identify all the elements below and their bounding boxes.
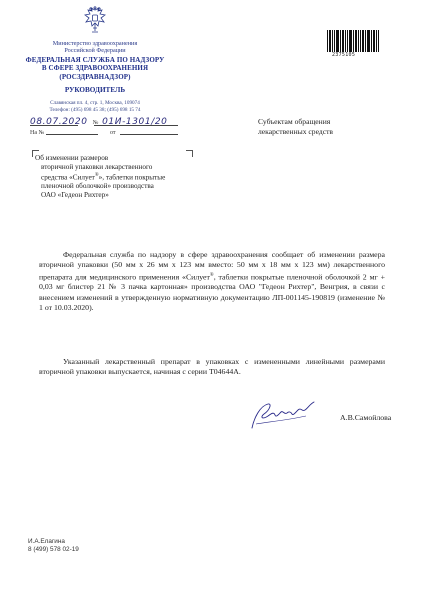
handwritten-date: 08.07.2020 bbox=[30, 117, 88, 127]
executor-info bbox=[28, 538, 79, 555]
address: Славянская пл. 4, стр. 1, Москва, 109074 Телефон: (495) 698 45 38; (495) 698 15 74 bbox=[49, 100, 141, 113]
subject: Об изменении размеров вторичной упаковки лекарственного средства «Силует®», таблетки покрытые пленочной оболочкой» производства ОАО «Гедеон Рихтер» bbox=[35, 154, 166, 199]
recipient: Субъектам обращения лекарственных средств bbox=[258, 117, 334, 136]
number-prefix: № bbox=[92, 120, 99, 126]
service-name: ФЕДЕРАЛЬНАЯ СЛУЖБА ПО НАДЗОРУ В СФЕРЕ ЗДРАВООХРАНЕНИЯ (РОСЗДРАВНАДЗОР) bbox=[25, 56, 165, 81]
signer-name: А.В.Самойлова bbox=[340, 413, 392, 422]
handwritten-signature bbox=[248, 398, 328, 432]
reference-line bbox=[30, 130, 180, 136]
executor-phone: 8 (499) 578 02-19 bbox=[28, 546, 79, 554]
ref-from: от bbox=[110, 130, 116, 136]
date-number-line bbox=[30, 116, 180, 127]
head-title: РУКОВОДИТЕЛЬ bbox=[64, 86, 126, 94]
executor-name: И.А.Елагина bbox=[28, 538, 65, 545]
body-paragraph-1: Федеральная служба по надзору в сфере здравоохранения сообщает об изменении размера вторичной упаковки (50 мм х 26 мм х 123 мм вместо: 50 мм х 18 мм х 123 мм) лекарственного препарата для медицинского применения «Силует®, таблетки покрытые пленочной оболочкой 2 мг + 0,03 мг блистер 21 № 3 пачка картонная» производства ОАО "Гедеон Рихтер", Венгрия, в связи с внесением изменений в утвержденную нормативную документацию ЛП-001145-190819 (изменение № 1 от 10.03.2020). bbox=[39, 250, 385, 313]
barcode-number: 2375105 bbox=[332, 52, 356, 58]
handwritten-number: 01И-1301/20 bbox=[102, 117, 168, 127]
coat-of-arms-icon bbox=[82, 6, 108, 34]
body-paragraph-2: Указанный лекарственный препарат в упаковках с измененными линейными размерами вторичной упаковки выпускается, начиная с серии Т04644А. bbox=[39, 357, 385, 377]
ref-prefix: На № bbox=[30, 130, 45, 136]
ministry-name: Министерство здравоохранения Российской Федерации bbox=[52, 40, 138, 54]
barcode bbox=[327, 30, 379, 52]
